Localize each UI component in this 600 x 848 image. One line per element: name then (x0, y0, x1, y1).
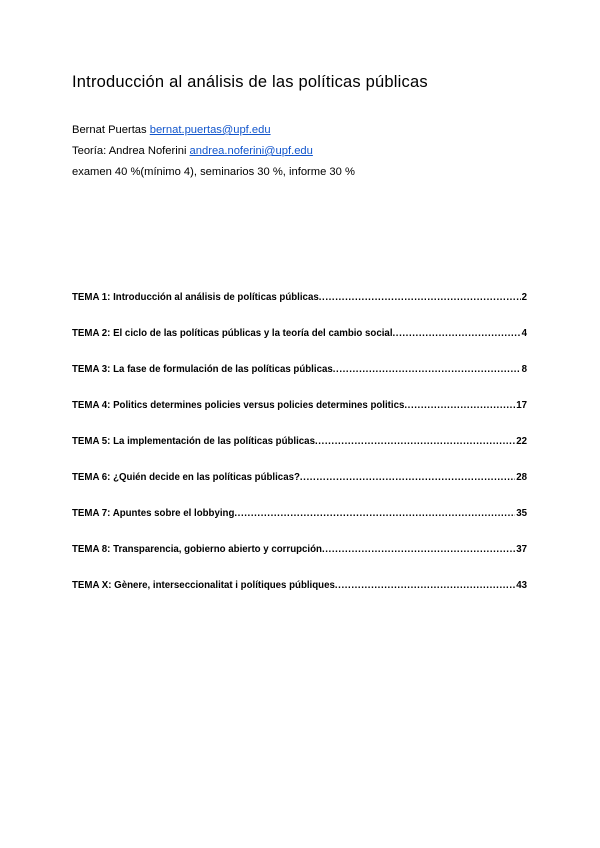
toc-dot-leader (333, 364, 521, 375)
toc-entry-page: 37 (516, 544, 527, 555)
toc-dot-leader (335, 580, 515, 591)
toc-entry-tema-x[interactable] (72, 580, 527, 616)
toc-entry-page: 22 (516, 436, 527, 447)
toc-entry-title: TEMA 3: La fase de formulación de las políticas públicas (72, 364, 333, 375)
toc-entry-title: TEMA 4: Politics determines policies versus policies determines politics (72, 400, 405, 411)
toc-entry-page: 17 (516, 400, 527, 411)
toc-dot-leader (404, 400, 515, 411)
toc-entry-tema-4[interactable] (72, 400, 527, 436)
toc-dot-leader (315, 436, 515, 447)
evaluation-line: examen 40 %(mínimo 4), seminarios 30 %, informe 30 % (72, 166, 355, 178)
professor-email-link[interactable]: bernat.puertas@upf.edu (149, 124, 271, 136)
toc-dot-leader (393, 328, 521, 339)
professor-line (72, 124, 271, 136)
toc-entry-page: 43 (516, 580, 527, 591)
toc-entry-page: 28 (516, 472, 527, 483)
toc-entry-title: TEMA 7: Apuntes sobre el lobbying (72, 508, 235, 519)
table-of-contents (72, 292, 527, 616)
toc-entry-tema-2[interactable] (72, 328, 527, 364)
toc-entry-page: 2 (521, 292, 527, 303)
toc-entry-title: TEMA X: Gènere, interseccionalitat i polítiques públiques (72, 580, 335, 591)
toc-entry-page: 4 (521, 328, 527, 339)
toc-dot-leader (319, 292, 521, 303)
toc-entry-tema-8[interactable] (72, 544, 527, 580)
toc-entry-title: TEMA 5: La implementación de las políticas públicas (72, 436, 315, 447)
toc-entry-title: TEMA 8: Transparencia, gobierno abierto y corrupción (72, 544, 322, 555)
toc-dot-leader (300, 472, 515, 483)
toc-entry-tema-6[interactable] (72, 472, 527, 508)
toc-entry-tema-7[interactable] (72, 508, 527, 544)
toc-entry-page: 8 (521, 364, 527, 375)
toc-entry-tema-5[interactable] (72, 436, 527, 472)
theory-line (72, 145, 313, 157)
toc-entry-title: TEMA 6: ¿Quién decide en las políticas públicas? (72, 472, 300, 483)
theory-label: Teoría: Andrea Noferini (72, 145, 190, 157)
toc-dot-leader (322, 544, 515, 555)
toc-entry-title: TEMA 2: El ciclo de las políticas públicas y la teoría del cambio social (72, 328, 393, 339)
theory-email-link[interactable]: andrea.noferini@upf.edu (189, 145, 313, 157)
page-title: Introducción al análisis de las políticas públicas (72, 73, 428, 91)
toc-dot-leader (234, 508, 515, 519)
toc-entry-tema-1[interactable] (72, 292, 527, 328)
professor-name: Bernat Puertas (72, 124, 150, 136)
toc-entry-page: 35 (516, 508, 527, 519)
toc-entry-tema-3[interactable] (72, 364, 527, 400)
toc-entry-title: TEMA 1: Introducción al análisis de políticas públicas (72, 292, 319, 303)
